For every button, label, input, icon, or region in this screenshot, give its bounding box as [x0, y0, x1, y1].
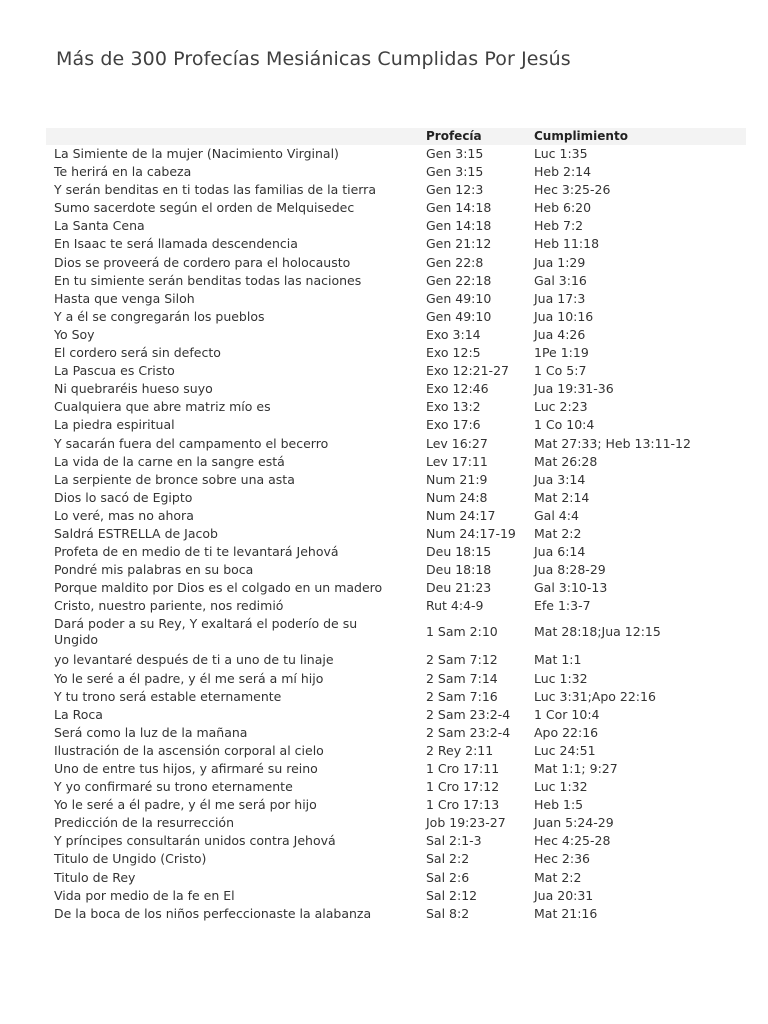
fulfillment-ref-cell: Jua 1:29: [534, 254, 586, 270]
header-cumplimiento: Cumplimiento: [534, 129, 628, 143]
prophecy-text-cell: La Pascua es Cristo: [54, 363, 175, 379]
header-profecia: Profecía: [426, 129, 482, 143]
prophecy-text-cell: Dios lo sacó de Egipto: [54, 489, 193, 505]
prophecy-ref-cell: 2 Sam 7:16: [426, 688, 498, 704]
prophecy-text-cell: yo levantaré después de ti a uno de tu linaje: [54, 652, 334, 668]
fulfillment-ref-cell: Efe 1:3-7: [534, 598, 591, 614]
fulfillment-ref-cell: 1 Cor 10:4: [534, 706, 600, 722]
prophecy-ref-cell: Deu 18:18: [426, 562, 492, 578]
fulfillment-ref-cell: Gal 3:10-13: [534, 580, 608, 596]
prophecy-text-cell: La Roca: [54, 706, 103, 722]
table-row: [46, 832, 746, 850]
prophecy-ref-cell: Gen 49:10: [426, 290, 492, 306]
page-title: Más de 300 Profecías Mesiánicas Cumplidas Por Jesús: [56, 48, 571, 70]
prophecy-text-cell: Ni quebraréis hueso suyo: [54, 381, 213, 397]
prophecy-text-cell: Saldrá ESTRELLA de Jacob: [54, 525, 218, 541]
prophecy-text-cell: Predicción de la resurrección: [54, 815, 234, 831]
table-row: [46, 362, 746, 380]
prophecy-text-cell: Te herirá en la cabeza: [54, 164, 192, 180]
fulfillment-ref-cell: 1Pe 1:19: [534, 345, 589, 361]
table-row: [46, 869, 746, 887]
table-row: [46, 742, 746, 760]
fulfillment-ref-cell: Heb 2:14: [534, 164, 592, 180]
table-row: [46, 706, 746, 724]
prophecy-text-cell: Yo le seré a él padre, y él me será por hijo: [54, 797, 317, 813]
prophecy-ref-cell: 1 Cro 17:11: [426, 761, 500, 776]
fulfillment-ref-cell: Mat 26:28: [534, 453, 598, 469]
fulfillment-ref-cell: Heb 7:2: [534, 218, 584, 234]
prophecy-ref-cell: Exo 17:6: [426, 417, 481, 433]
fulfillment-ref-cell: Jua 6:14: [534, 544, 586, 560]
fulfillment-ref-cell: Jua 20:31: [534, 887, 594, 903]
fulfillment-ref-cell: Mat 28:18;Jua 12:15: [534, 624, 661, 640]
table-row: [46, 615, 746, 651]
table-row: [46, 814, 746, 832]
fulfillment-ref-cell: Jua 8:28-29: [534, 562, 606, 578]
table-row: [46, 380, 746, 398]
prophecy-text-cell: Titulo de Rey: [54, 869, 136, 885]
table-row: [46, 597, 746, 615]
prophecy-ref-cell: Num 24:17: [426, 507, 496, 523]
prophecy-ref-cell: Gen 49:10: [426, 308, 492, 324]
prophecy-text-cell: Uno de entre tus hijos, y afirmaré su reino: [54, 761, 318, 776]
prophecy-text-cell: En Isaac te será llamada descendencia: [54, 236, 298, 252]
table-row: [46, 887, 746, 905]
table-row: [46, 308, 746, 326]
fulfillment-ref-cell: Luc 1:32: [534, 779, 588, 795]
prophecy-ref-cell: Sal 2:2: [426, 851, 470, 867]
prophecy-text-cell: De la boca de los niños perfeccionaste la alabanza: [54, 905, 372, 921]
fulfillment-ref-cell: Mat 2:14: [534, 489, 590, 505]
prophecy-ref-cell: Exo 12:21-27: [426, 363, 509, 379]
prophecy-ref-cell: Deu 21:23: [426, 580, 492, 596]
fulfillment-ref-cell: Juan 5:24-29: [534, 815, 614, 831]
prophecy-ref-cell: Gen 22:18: [426, 272, 492, 288]
prophecy-ref-cell: 1 Cro 17:13: [426, 797, 500, 813]
prophecy-ref-cell: 1 Cro 17:12: [426, 779, 500, 795]
fulfillment-ref-cell: Luc 1:35: [534, 146, 588, 161]
prophecy-ref-cell: Sal 2:6: [426, 869, 470, 885]
prophecy-text-cell: Cristo, nuestro pariente, nos redimió: [54, 598, 284, 614]
fulfillment-ref-cell: Apo 22:16: [534, 724, 599, 740]
prophecy-ref-cell: 1 Sam 2:10: [426, 624, 498, 640]
table-row: [46, 543, 746, 561]
fulfillment-ref-cell: Jua 4:26: [534, 326, 586, 342]
prophecy-ref-cell: Num 24:17-19: [426, 525, 516, 541]
prophecy-text-cell: Sumo sacerdote según el orden de Melquisedec: [54, 200, 355, 216]
prophecy-ref-cell: Rut 4:4-9: [426, 598, 484, 614]
fulfillment-ref-cell: Hec 2:36: [534, 851, 591, 867]
prophecy-ref-cell: 2 Sam 23:2-4: [426, 724, 511, 740]
prophecy-text-cell: La serpiente de bronce sobre una asta: [54, 471, 295, 487]
prophecy-text-cell: Porque maldito por Dios es el colgado en un madero: [54, 580, 383, 596]
prophecy-text-cell: Ilustración de la ascensión corporal al cielo: [54, 742, 324, 758]
fulfillment-ref-cell: Heb 1:5: [534, 797, 584, 813]
table-row: [46, 507, 746, 525]
prophecy-ref-cell: Sal 2:1-3: [426, 833, 482, 849]
prophecy-text-cell: Y sacarán fuera del campamento el becerro: [54, 435, 329, 451]
fulfillment-ref-cell: Gal 3:16: [534, 272, 587, 288]
prophecy-text-cell: Y a él se congregarán los pueblos: [54, 308, 265, 324]
fulfillment-ref-cell: 1 Co 5:7: [534, 363, 587, 379]
fulfillment-ref-cell: Gal 4:4: [534, 507, 579, 523]
prophecy-text-cell: Será como la luz de la mañana: [54, 724, 248, 740]
prophecy-text-cell: Y serán benditas en ti todas las familias de la tierra: [54, 182, 376, 198]
prophecy-text-cell: Cualquiera que abre matriz mío es: [54, 399, 271, 415]
table-row: [46, 344, 746, 362]
table-row: [46, 905, 746, 923]
prophecy-text-cell: Lo veré, mas no ahora: [54, 507, 194, 523]
fulfillment-ref-cell: Jua 3:14: [534, 471, 586, 487]
prophecy-text-cell: La Santa Cena: [54, 218, 145, 234]
prophecy-text-cell: Y tu trono será estable eternamente: [54, 688, 282, 704]
table-row: [46, 181, 746, 199]
table-row: [46, 760, 746, 778]
prophecy-ref-cell: 2 Sam 7:14: [426, 670, 498, 686]
prophecy-text-cell: Y príncipes consultarán unidos contra Jehová: [54, 833, 336, 849]
prophecy-text-cell: Y yo confirmaré su trono eternamente: [54, 779, 293, 795]
prophecy-ref-cell: Lev 16:27: [426, 435, 488, 451]
fulfillment-ref-cell: Mat 1:1; 9:27: [534, 761, 618, 776]
table-row: [46, 561, 746, 579]
table-row: [46, 489, 746, 507]
fulfillment-ref-cell: Heb 11:18: [534, 236, 600, 252]
fulfillment-ref-cell: Mat 2:2: [534, 525, 582, 541]
fulfillment-ref-cell: Hec 4:25-28: [534, 833, 611, 849]
table-row: [46, 471, 746, 489]
table-row: [46, 651, 746, 669]
prophecy-ref-cell: Gen 21:12: [426, 236, 492, 252]
prophecy-text-cell: La piedra espiritual: [54, 417, 175, 433]
table-header: [46, 128, 746, 145]
prophecy-ref-cell: Sal 2:12: [426, 887, 478, 903]
table-row: [46, 525, 746, 543]
fulfillment-ref-cell: Mat 2:2: [534, 869, 582, 885]
prophecy-ref-cell: Gen 14:18: [426, 218, 492, 234]
table-row: [46, 435, 746, 453]
table-row: [46, 453, 746, 471]
prophecy-text-cell: El cordero será sin defecto: [54, 345, 221, 361]
prophecy-ref-cell: Num 24:8: [426, 489, 488, 505]
prophecy-ref-cell: Sal 8:2: [426, 905, 470, 921]
prophecy-text-cell: Dará poder a su Rey, Y exaltará el poderío de su Ungido: [54, 616, 358, 648]
fulfillment-ref-cell: Luc 2:23: [534, 399, 588, 415]
fulfillment-ref-cell: Heb 6:20: [534, 200, 592, 216]
table-row: [46, 235, 746, 253]
prophecy-ref-cell: 2 Sam 7:12: [426, 652, 498, 668]
fulfillment-ref-cell: Jua 10:16: [534, 308, 594, 324]
fulfillment-ref-cell: Mat 21:16: [534, 905, 598, 921]
prophecy-text-cell: Pondré mis palabras en su boca: [54, 562, 254, 578]
prophecy-ref-cell: 2 Sam 23:2-4: [426, 706, 511, 722]
table-row: [46, 670, 746, 688]
fulfillment-ref-cell: Mat 1:1: [534, 652, 582, 668]
prophecy-table: [46, 128, 746, 923]
prophecy-ref-cell: Job 19:23-27: [426, 815, 506, 831]
table-row: [46, 217, 746, 235]
prophecy-ref-cell: Exo 13:2: [426, 399, 481, 415]
table-row: [46, 416, 746, 434]
prophecy-text-cell: Profeta de en medio de ti te levantará Jehová: [54, 544, 339, 560]
table-row: [46, 398, 746, 416]
prophecy-text-cell: Yo Soy: [54, 326, 95, 342]
prophecy-ref-cell: Gen 3:15: [426, 164, 484, 180]
fulfillment-ref-cell: Jua 19:31-36: [534, 381, 614, 397]
table-row: [46, 688, 746, 706]
prophecy-ref-cell: Gen 14:18: [426, 200, 492, 216]
prophecy-ref-cell: Lev 17:11: [426, 453, 488, 469]
fulfillment-ref-cell: Hec 3:25-26: [534, 182, 611, 198]
prophecy-text-cell: Hasta que venga Siloh: [54, 290, 195, 306]
prophecy-ref-cell: Gen 3:15: [426, 146, 484, 161]
table-row: [46, 254, 746, 272]
fulfillment-ref-cell: Luc 1:32: [534, 670, 588, 686]
fulfillment-ref-cell: Luc 24:51: [534, 742, 596, 758]
table-row: [46, 272, 746, 290]
prophecy-ref-cell: Exo 3:14: [426, 326, 481, 342]
prophecy-ref-cell: Num 21:9: [426, 471, 488, 487]
table-row: [46, 850, 746, 868]
table-row: [46, 326, 746, 344]
prophecy-text-cell: Vida por medio de la fe en El: [54, 887, 235, 903]
fulfillment-ref-cell: Mat 27:33; Heb 13:11-12: [534, 435, 691, 451]
prophecy-ref-cell: Gen 22:8: [426, 254, 484, 270]
table-row: [46, 290, 746, 308]
prophecy-text-cell: La Simiente de la mujer (Nacimiento Virginal): [54, 146, 339, 161]
table-row: [46, 199, 746, 217]
prophecy-text-cell: Dios se proveerá de cordero para el holocausto: [54, 254, 351, 270]
table-row: [46, 778, 746, 796]
prophecy-text-cell: Yo le seré a él padre, y él me será a mí hijo: [54, 670, 324, 686]
table-row: [46, 724, 746, 742]
table-row: [46, 145, 746, 163]
prophecy-text-cell: Titulo de Ungido (Cristo): [54, 851, 207, 867]
prophecy-text-cell: En tu simiente serán benditas todas las naciones: [54, 272, 362, 288]
prophecy-ref-cell: Exo 12:5: [426, 345, 481, 361]
prophecy-ref-cell: Gen 12:3: [426, 182, 484, 198]
prophecy-ref-cell: Exo 12:46: [426, 381, 489, 397]
table-body: [46, 145, 746, 923]
table-row: [46, 796, 746, 814]
fulfillment-ref-cell: 1 Co 10:4: [534, 417, 595, 433]
table-row: [46, 579, 746, 597]
prophecy-ref-cell: Deu 18:15: [426, 544, 492, 560]
table-row: [46, 163, 746, 181]
prophecy-ref-cell: 2 Rey 2:11: [426, 742, 494, 758]
fulfillment-ref-cell: Jua 17:3: [534, 290, 586, 306]
fulfillment-ref-cell: Luc 3:31;Apo 22:16: [534, 688, 656, 704]
prophecy-text-cell: La vida de la carne en la sangre está: [54, 453, 285, 469]
